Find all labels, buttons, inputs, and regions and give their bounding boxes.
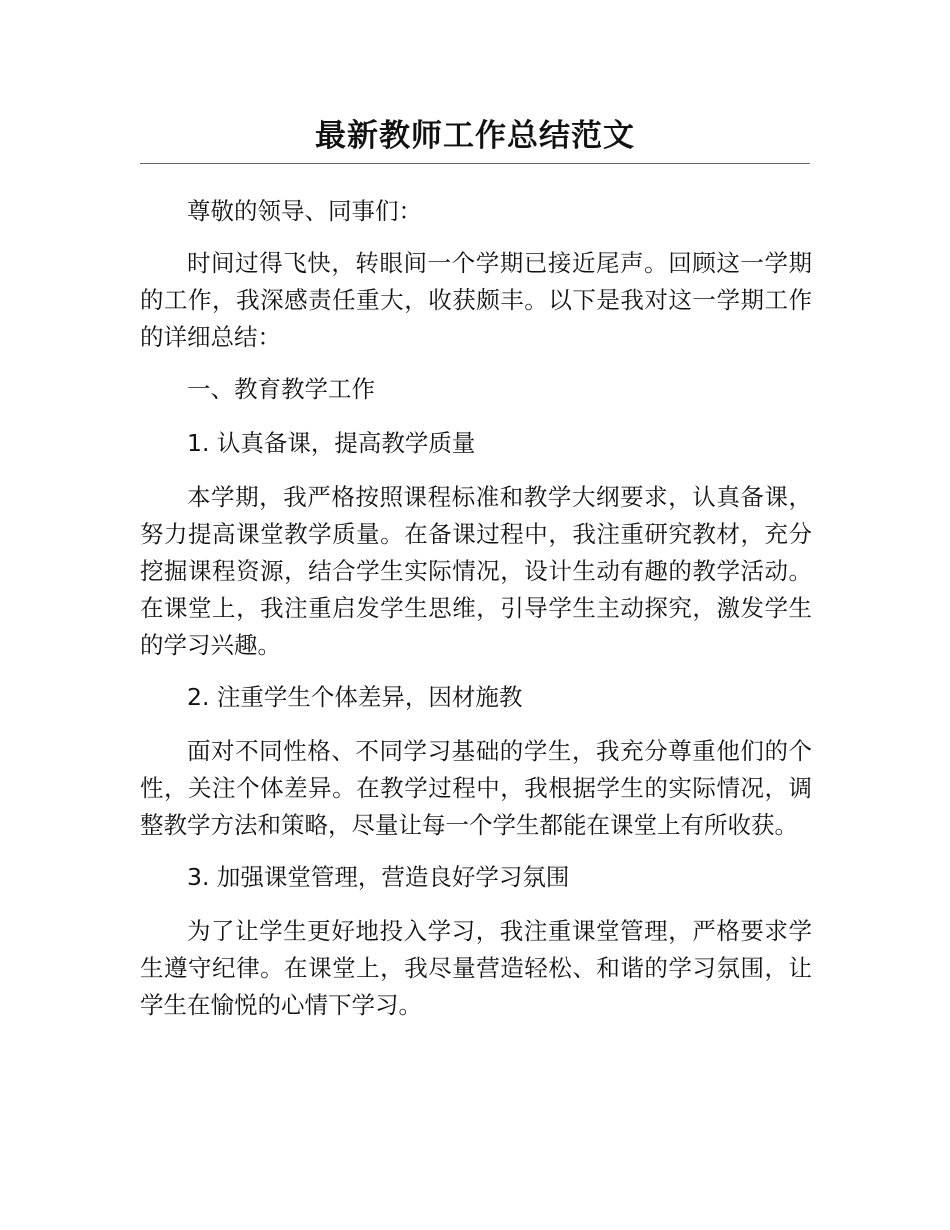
salutation: 尊敬的领导、同事们： [187,197,422,225]
subsection-heading-1: 1. 认真备课，提高教学质量 [187,429,476,457]
body-paragraph-3: 为了让学生更好地投入学习，我注重课堂管理，严格要求学生遵守纪律。在课堂上，我尽量营造轻松、和谐的学习氛围，让学生在愉悦的心情下学习。 [140,917,812,1019]
title-underline [140,163,810,164]
intro-paragraph: 时间过得飞快，转眼间一个学期已接近尾声。回顾这一学期的工作，我深感责任重大，收获颇丰。以下是我对这一学期工作的详细总结： [140,249,812,351]
body-paragraph-1: 本学期，我严格按照课程标准和教学大纲要求，认真备课，努力提高课堂教学质量。在备课过程中，我注重研究教材，充分挖掘课程资源，结合学生实际情况，设计生动有趣的教学活动。在课堂上，我注重启发学生思维，引导学生主动探究，激发学生的学习兴趣。 [140,483,812,659]
subsection-heading-2: 2. 注重学生个体差异，因材施教 [187,683,523,711]
subsection-heading-3: 3. 加强课堂管理，营造良好学习氛围 [187,863,570,891]
section-heading: 一、教育教学工作 [187,375,375,403]
document-title: 最新教师工作总结范文 [315,118,635,154]
document-body [140,193,812,1039]
body-paragraph-2: 面对不同性格、不同学习基础的学生，我充分尊重他们的个性，关注个体差异。在教学过程中，我根据学生的实际情况，调整教学方法和策略，尽量让每一个学生都能在课堂上有所收获。 [140,737,812,839]
